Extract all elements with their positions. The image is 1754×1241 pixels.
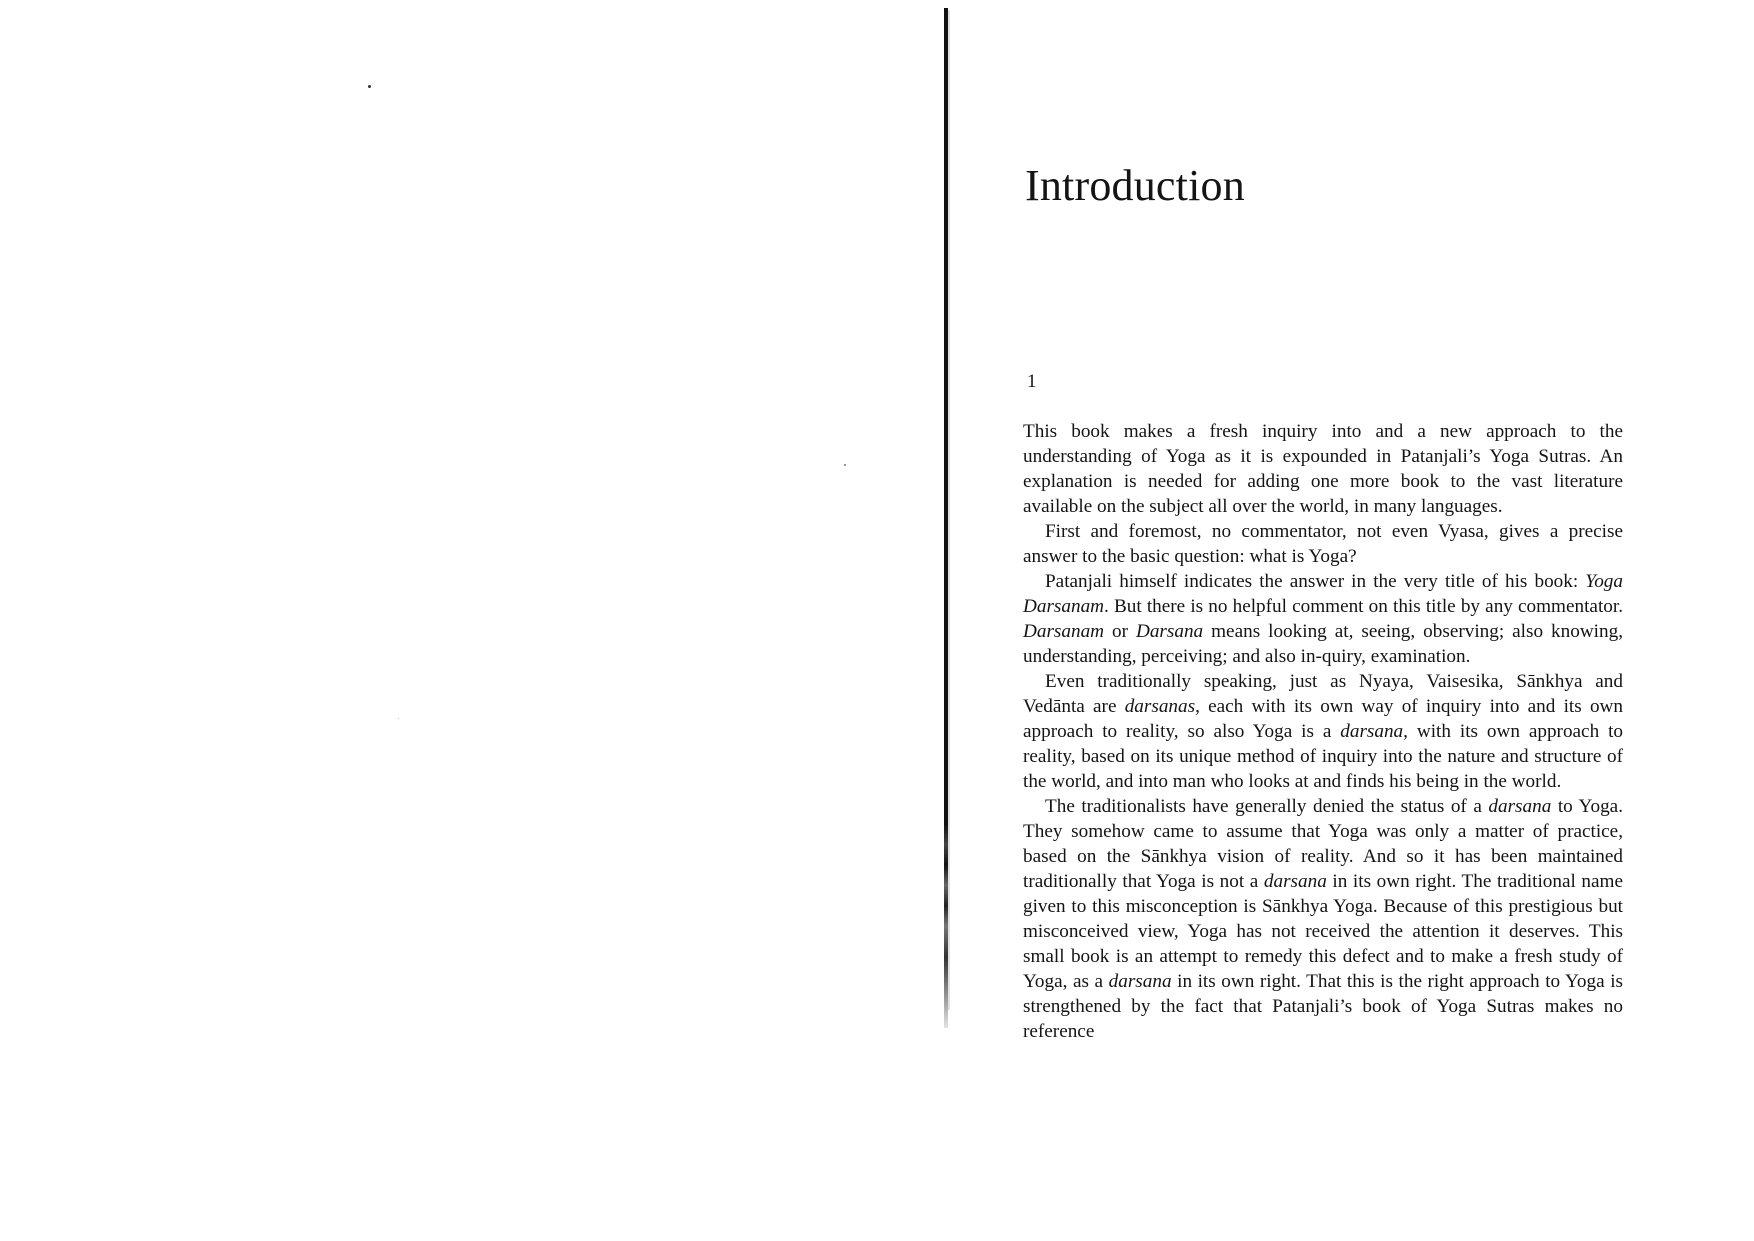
text-run: or [1104, 621, 1136, 642]
paragraph [1023, 419, 1623, 519]
section-number: 1 [1027, 371, 1037, 392]
italic-term: darsanas [1124, 696, 1196, 717]
text-run: . But there is no helpful comment on this title by any commentator. [1104, 596, 1623, 617]
text-run: , each with its own way of inquiry into and its own approach to reality, so also Yoga is a [1023, 696, 1624, 742]
text-run: to Yoga. They somehow came to assume that Yoga was only a matter of practice, based on the Sānkhya vision of reality. And so it has been maintained traditionally that Yoga is not a [1023, 796, 1623, 892]
text-run: Patanjali himself indicates the answer in the very title of his book: [1045, 571, 1586, 592]
text-run: First and foremost, no commentator, not even Vyasa, gives a precise answer to the basic question: what is Yoga? [1023, 521, 1623, 567]
text-run: , with its own approach to reality, based on its unique method of inquiry into the nature and structure of the world, and into man who looks at and finds his being in the world. [1023, 721, 1623, 792]
italic-term: Darsana [1135, 621, 1204, 642]
italic-term: darsana [1488, 796, 1552, 817]
paragraph [1023, 519, 1623, 569]
body-text [1023, 419, 1623, 1044]
text-run: Even traditionally speaking, just as Nyaya, Vaisesika, Sānkhya and Vedānta are [1023, 671, 1623, 717]
italic-term: darsana [1263, 871, 1327, 892]
dust-speck [398, 718, 399, 719]
text-run: in its own right. The traditional name given to this misconception is Sānkhya Yoga. Because of this prestigious but misconceived view, Yoga has not received the attention it deserves. This small book is an attempt to remedy this defect and to make a fresh study of Yoga, as a [1023, 871, 1623, 992]
paragraph [1023, 794, 1623, 1044]
italic-term: darsana [1108, 971, 1172, 992]
right-page [1023, 0, 1633, 1241]
text-run: means looking at, seeing, observing; also knowing, understanding, perceiving; and also in-quiry, examination. [1023, 621, 1623, 667]
gutter-shadow [948, 10, 950, 1010]
italic-term: Darsanam [1023, 621, 1105, 642]
paragraph [1023, 569, 1623, 669]
text-run: The traditionalists have generally denied the status of a [1045, 796, 1489, 817]
dust-speck [844, 464, 846, 466]
dust-speck [368, 85, 371, 88]
paragraph [1023, 669, 1623, 794]
text-run: in its own right. That this is the right approach to Yoga is strengthened by the fact that Patanjali’s book of Yoga Sutras makes no reference [1023, 971, 1623, 1042]
italic-term: Yoga Darsanam [1023, 571, 1623, 617]
text-run: This book makes a fresh inquiry into and a new approach to the understanding of Yoga as it is expounded in Patanjali’s Yoga Sutras. An explanation is needed for adding one more book to the vast literature available on the subject all over the world, in many languages. [1023, 421, 1623, 517]
chapter-title: Introduction [1025, 161, 1245, 210]
italic-term: darsana [1340, 721, 1404, 742]
